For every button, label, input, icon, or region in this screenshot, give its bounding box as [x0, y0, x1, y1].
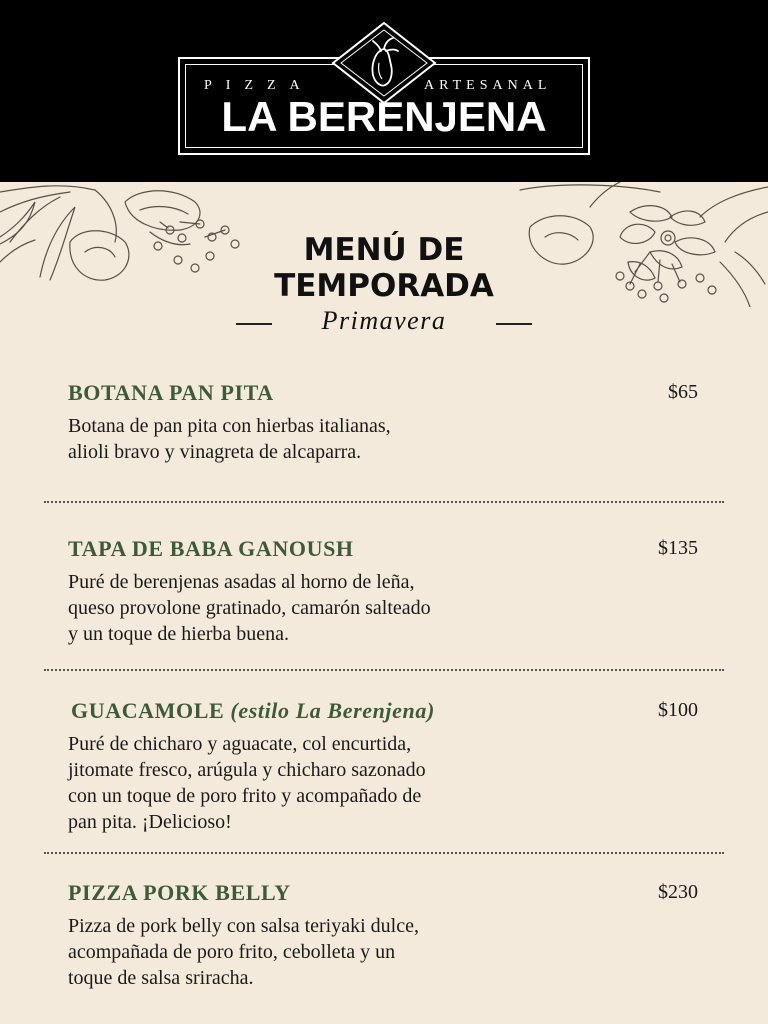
menu-item-name: PIZZA PORK BELLY	[68, 880, 291, 905]
menu-item-price: $65	[668, 381, 698, 403]
logo-pizza-text: PIZZA	[204, 78, 314, 93]
menu-item-price: $135	[658, 537, 698, 559]
menu-item-description: Pizza de pork belly con salsa teriyaki dulce, acompañada de poro frito, cebolleta y un toque de salsa sriracha.	[68, 915, 419, 989]
menu-item-name-note: (estilo La Berenjena)	[230, 698, 435, 723]
menu-subtitle-row	[234, 306, 534, 342]
logo-artesanal-text: ARTESANAL	[424, 78, 552, 93]
menu-item-price: $100	[658, 699, 698, 721]
menu-item-description: Puré de berenjenas asadas al horno de leña, queso provolone gratinado, camarón salteado y un toque de hierba buena.	[68, 571, 431, 645]
menu-item-description: Puré de chicharo y aguacate, col encurtida, jitomate fresco, arúgula y chicharo sazonado con un toque de poro frito y acompañado de pan pita. ¡Delicioso!	[68, 733, 426, 833]
menu-item-name: TAPA DE BABA GANOUSH	[68, 536, 354, 561]
dotted-divider	[44, 669, 724, 671]
subtitle-rule-right	[496, 323, 532, 325]
menu-item-description: Botana de pan pita con hierbas italianas, alioli bravo y vinagreta de alcaparra.	[68, 415, 391, 463]
header-banner	[0, 0, 768, 182]
menu-item-name: BOTANA PAN PITA	[68, 380, 274, 405]
dotted-divider	[44, 501, 724, 503]
menu-title-line1: MENÚ DE	[303, 232, 465, 268]
menu-title	[180, 232, 588, 304]
menu-item-price: $230	[658, 881, 698, 903]
logo-restaurant-name: LA BERENJENA	[221, 93, 547, 140]
menu-subtitle: Primavera	[321, 306, 447, 335]
menu-item-name: GUACAMOLE (estilo La Berenjena)	[71, 698, 435, 723]
menu-title-line2: TEMPORADA	[274, 268, 494, 304]
dotted-divider	[44, 852, 724, 854]
